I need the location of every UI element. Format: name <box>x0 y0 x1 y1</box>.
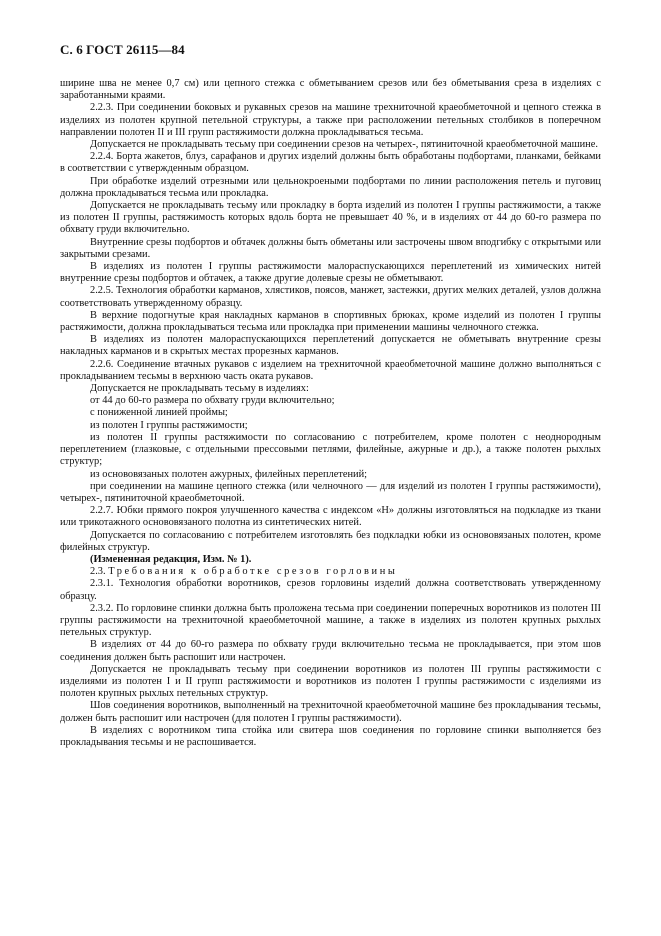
paragraph: При обработке изделий отрезными или цельнокроеными подбортами по линии расположения петель и пуговиц должна прокладываться тесьма или прокладка. <box>60 175 601 199</box>
paragraph: Допускается не прокладывать тесьму в изделиях: <box>90 383 309 395</box>
paragraph: Допускается не прокладывать тесьму при соединении срезов на четырех-, пятиниточной краеобметочной машине. <box>90 139 598 151</box>
paragraph: 2.2.6. Соединение втачных рукавов с изделием на трехниточной краеобметочной машине должно выполняться с прокладыванием тесьмы в верхнюю часть оката рукавов. <box>60 358 601 382</box>
paragraph: 2.2.3. При соединении боковых и рукавных срезов на машине трехниточной краеобметочной и цепного стежка в изделиях из полотен крупной петельной структуры, а также при расположении петельных столбиков в поперечном направлении полотен II и III групп растяжимости должна прокладываться тесьма. <box>60 102 601 138</box>
list-item: при соединении на машине цепного стежка (или челночного — для изделий из полотен I группы растяжимости), четырех-, пятиниточной краеобметочной. <box>60 480 601 504</box>
list-item: из полотен I группы растяжимости; <box>90 419 248 431</box>
paragraph: 2.3.2. По горловине спинки должна быть проложена тесьма при соединении поперечных воротников из полотен III группы растяжимости на трехниточной краеобметочной машине, а также в изделиях из полотен крупных рыхлых петельных структур. <box>60 602 601 639</box>
section-number: 2.3. <box>90 566 109 578</box>
paragraph: В верхние подогнутые края накладных карманов в спортивных брюках, кроме изделий из полотен I группы растяжимости, должна прокладываться тесьма или прокладка при применении машины челночного стежка. <box>60 309 601 334</box>
paragraph: Допускается по согласованию с потребителем изготовлять без подкладки юбки из основовязаных полотен, кроме филейных структур. <box>60 529 601 553</box>
paragraph: ширине шва не менее 0,7 см) или цепного стежка с обметыванием срезов или без обметывания среза в изделиях с заработанными краями. <box>60 78 601 102</box>
amendment-note: (Измененная редакция, Изм. № 1). <box>90 553 252 565</box>
paragraph: Внутренние срезы подбортов и обтачек должны быть обметаны или застрочены швом вподгибку с открытыми или закрытыми срезами. <box>60 236 601 260</box>
paragraph: В изделиях от 44 до 60-го размера по обхвату груди включительно тесьма не прокладывается, при этом шов соединения должен быть распошит или настрочен. <box>60 639 601 663</box>
list-item: от 44 до 60-го размера по обхвату груди включительно; <box>90 395 335 407</box>
list-item: из полотен II группы растяжимости по согласованию с потребителем, кроме полотен с неоднородным переплетением (глазковые, с отдельными прессовыми петлями, филейные, ажурные и др.), а также полотен рыхлых структур; <box>60 431 601 468</box>
paragraph: 2.2.5. Технология обработки карманов, хлястиков, поясов, манжет, застежки, других мелких деталей, узлов должна соответствовать утвержденному образцу. <box>60 285 601 309</box>
paragraph: Допускается не прокладывать тесьму при соединении воротников из полотен III группы растяжимости с изделиями из полотен I и II групп растяжимости и воротников из полотен I группы растяжимости с изделиями из полотен крупных рыхлых петельных структур. <box>60 663 601 700</box>
paragraph: Допускается не прокладывать тесьму или прокладку в борта изделий из полотен I группы растяжимости, а также из полотен II группы, растяжимость которых вдоль борта не превышает 40 %, и в изделиях от 44 до 60-го размера по обхвату груди включительно. <box>60 200 601 236</box>
paragraph: В изделиях из полотен малораспускающихся переплетений допускается не обметывать внутренние срезы накладных карманов и в скрытых местах прорезных карманов. <box>60 334 601 358</box>
paragraph: 2.2.4. Борта жакетов, блуз, сарафанов и других изделий должны быть обработаны подбортами, планками, бейками в соответствии с утвержденным образцом. <box>60 151 601 175</box>
section-title: Требования к обработке срезов горловины <box>108 566 398 578</box>
page-header: С. 6 ГОСТ 26115—84 <box>60 42 185 57</box>
document-body <box>60 78 601 749</box>
paragraph: В изделиях с воротником типа стойка или свитера шов соединения по горловине спинки выполняется без прокладывания тесьмы и не распошивается. <box>60 724 601 748</box>
list-item: с пониженной линией проймы; <box>90 407 228 419</box>
list-item: из основовязаных полотен ажурных, филейных переплетений; <box>90 468 368 480</box>
paragraph: В изделиях из полотен I группы растяжимости малораспускающихся переплетений из химических нитей внутренние срезы подбортов и обтачек, а также другие долевые срезы не обметывают. <box>60 261 601 285</box>
section-heading <box>60 566 601 578</box>
paragraph: Шов соединения воротников, выполненный на трехниточной краеобметочной машине без прокладывания тесьмы, должен быть распошит или настрочен (для полотен I группы растяжимости). <box>60 700 601 724</box>
paragraph: 2.2.7. Юбки прямого покроя улучшенного качества с индексом «Н» должны изготовляться на подкладке из ткани или трикотажного основовязаного полотна из синтетических нитей. <box>60 505 601 529</box>
paragraph: 2.3.1. Технология обработки воротников, срезов горловины изделий должна соответствовать утвержденному образцу. <box>60 578 601 602</box>
